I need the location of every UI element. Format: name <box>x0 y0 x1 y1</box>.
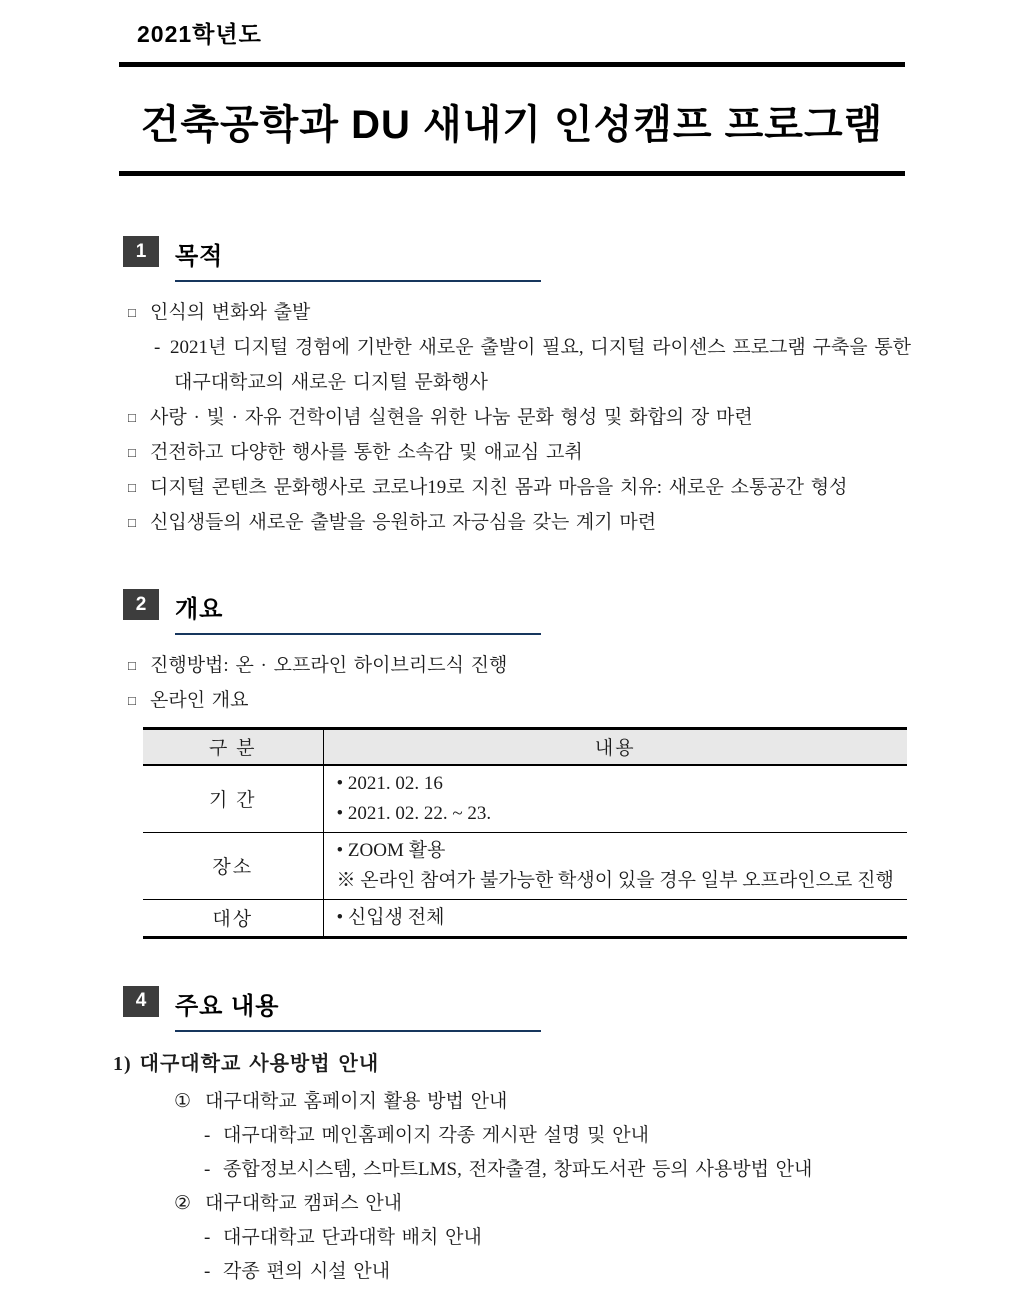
bullet-text: 진행방법: 온 · 오프라인 하이브리드식 진행 <box>150 655 508 676</box>
bullet-text: 2021년 디지털 경험에 기반한 새로운 출발이 필요, 디지털 라이센스 프로그램 구축을 통한 <box>170 337 912 358</box>
list-item <box>110 1221 1019 1255</box>
dash-bullet-icon: - <box>204 1226 211 1248</box>
bullet-item <box>110 400 1019 435</box>
table-row <box>143 832 907 899</box>
table-header-content: 내용 <box>323 729 907 765</box>
square-bullet-icon: □ <box>128 693 136 708</box>
section-overview-heading <box>123 589 1019 635</box>
bullet-text: 신입생들의 새로운 출발을 응원하고 자긍심을 갖는 계기 마련 <box>150 512 657 533</box>
title-rule-top <box>119 62 905 67</box>
page-title: 건축공학과 DU 새내기 인성캠프 프로그램 <box>140 103 884 147</box>
list-item <box>110 1085 1019 1119</box>
bullet-item <box>110 470 1019 505</box>
item-text: 대구대학교 메인홈페이지 각종 게시판 설명 및 안내 <box>223 1124 649 1146</box>
section-overview <box>110 589 1019 939</box>
bullet-text: 디지털 콘텐츠 문화행사로 코로나19로 지친 몸과 마음을 치유: 새로운 소통공간 형성 <box>150 477 848 498</box>
square-bullet-icon: □ <box>128 480 136 495</box>
bullet-text: 사랑 · 빛 · 자유 건학이념 실현을 위한 나눔 문화 형성 및 화합의 장 마련 <box>150 407 753 428</box>
list-item <box>110 1153 1019 1187</box>
table-content-cell <box>323 832 907 899</box>
square-bullet-icon: □ <box>128 445 136 460</box>
table-content-line: • 2021. 02. 16 <box>336 772 443 794</box>
section-number-badge: 2 <box>123 589 159 620</box>
section-title-underline <box>175 589 541 635</box>
bullet-item <box>110 330 1019 365</box>
dash-bullet-icon: - <box>154 337 161 358</box>
table-header-category: 구 분 <box>143 729 323 765</box>
list-item <box>110 1119 1019 1153</box>
table-label-cell: 장소 <box>143 832 323 899</box>
bullet-item <box>110 435 1019 470</box>
title-rule-bottom <box>119 171 905 176</box>
table-content-line: ※ 온라인 참여가 불가능한 학생이 있을 경우 일부 오프라인으로 진행 <box>336 869 894 891</box>
list-item <box>110 1255 1019 1289</box>
overview-table <box>143 727 907 939</box>
section-title: 개요 <box>175 596 224 623</box>
list-item <box>110 1187 1019 1221</box>
bullet-text: 온라인 개요 <box>150 690 249 711</box>
table-label-cell: 기 간 <box>143 765 323 833</box>
table-header-row <box>143 729 907 765</box>
bullet-item <box>110 505 1019 540</box>
square-bullet-icon: □ <box>128 305 136 320</box>
purpose-bullet-list <box>110 295 1019 540</box>
table-row <box>143 765 907 833</box>
bullet-item <box>110 365 1019 400</box>
table-row <box>143 899 907 937</box>
section-title-underline <box>175 236 541 282</box>
section-title-underline <box>175 986 541 1032</box>
bullet-text: 건전하고 다양한 행사를 통한 소속감 및 애교심 고취 <box>150 442 583 463</box>
item-text: 각종 편의 시설 안내 <box>223 1260 391 1282</box>
dash-bullet-icon: - <box>204 1124 211 1146</box>
bullet-item <box>110 648 1019 683</box>
section-purpose <box>110 236 1019 540</box>
overview-bullet-list <box>110 648 1019 718</box>
table-content-cell <box>323 765 907 833</box>
section-number-badge: 4 <box>123 986 159 1017</box>
table-content-line: • 신입생 전체 <box>336 906 445 928</box>
section-title: 목적 <box>175 243 224 270</box>
section-purpose-heading <box>123 236 1019 282</box>
circled-number-icon: ① <box>174 1090 192 1112</box>
section-number-badge: 1 <box>123 236 159 267</box>
section-content-heading <box>123 986 1019 1032</box>
bullet-item <box>110 295 1019 330</box>
dash-bullet-icon: - <box>204 1158 211 1180</box>
item-text: 대구대학교 단과대학 배치 안내 <box>223 1226 482 1248</box>
year-label: 2021학년도 <box>137 21 262 47</box>
item-text: 종합정보시스템, 스마트LMS, 전자출결, 창파도서관 등의 사용방법 안내 <box>223 1158 813 1180</box>
bullet-text: 인식의 변화와 출발 <box>150 302 311 323</box>
square-bullet-icon: □ <box>128 410 136 425</box>
circled-number-icon: ② <box>174 1192 192 1214</box>
table-label-cell: 대상 <box>143 899 323 937</box>
item-text: 대구대학교 캠퍼스 안내 <box>205 1192 403 1214</box>
bullet-item <box>110 683 1019 718</box>
numbered-group-title: 1) 대구대학교 사용방법 안내 <box>113 1052 380 1075</box>
section-main-content <box>110 986 1019 1289</box>
dash-bullet-icon: - <box>204 1260 211 1282</box>
table-content-line: • ZOOM 활용 <box>336 839 446 861</box>
square-bullet-icon: □ <box>128 658 136 673</box>
content-item-list <box>110 1085 1019 1289</box>
bullet-text: 대구대학교의 새로운 디지털 문화행사 <box>174 372 488 393</box>
table-content-cell <box>323 899 907 937</box>
table-content-line: • 2021. 02. 22. ~ 23. <box>336 802 492 824</box>
section-title: 주요 내용 <box>175 992 280 1020</box>
square-bullet-icon: □ <box>128 515 136 530</box>
item-text: 대구대학교 홈페이지 활용 방법 안내 <box>205 1090 508 1112</box>
